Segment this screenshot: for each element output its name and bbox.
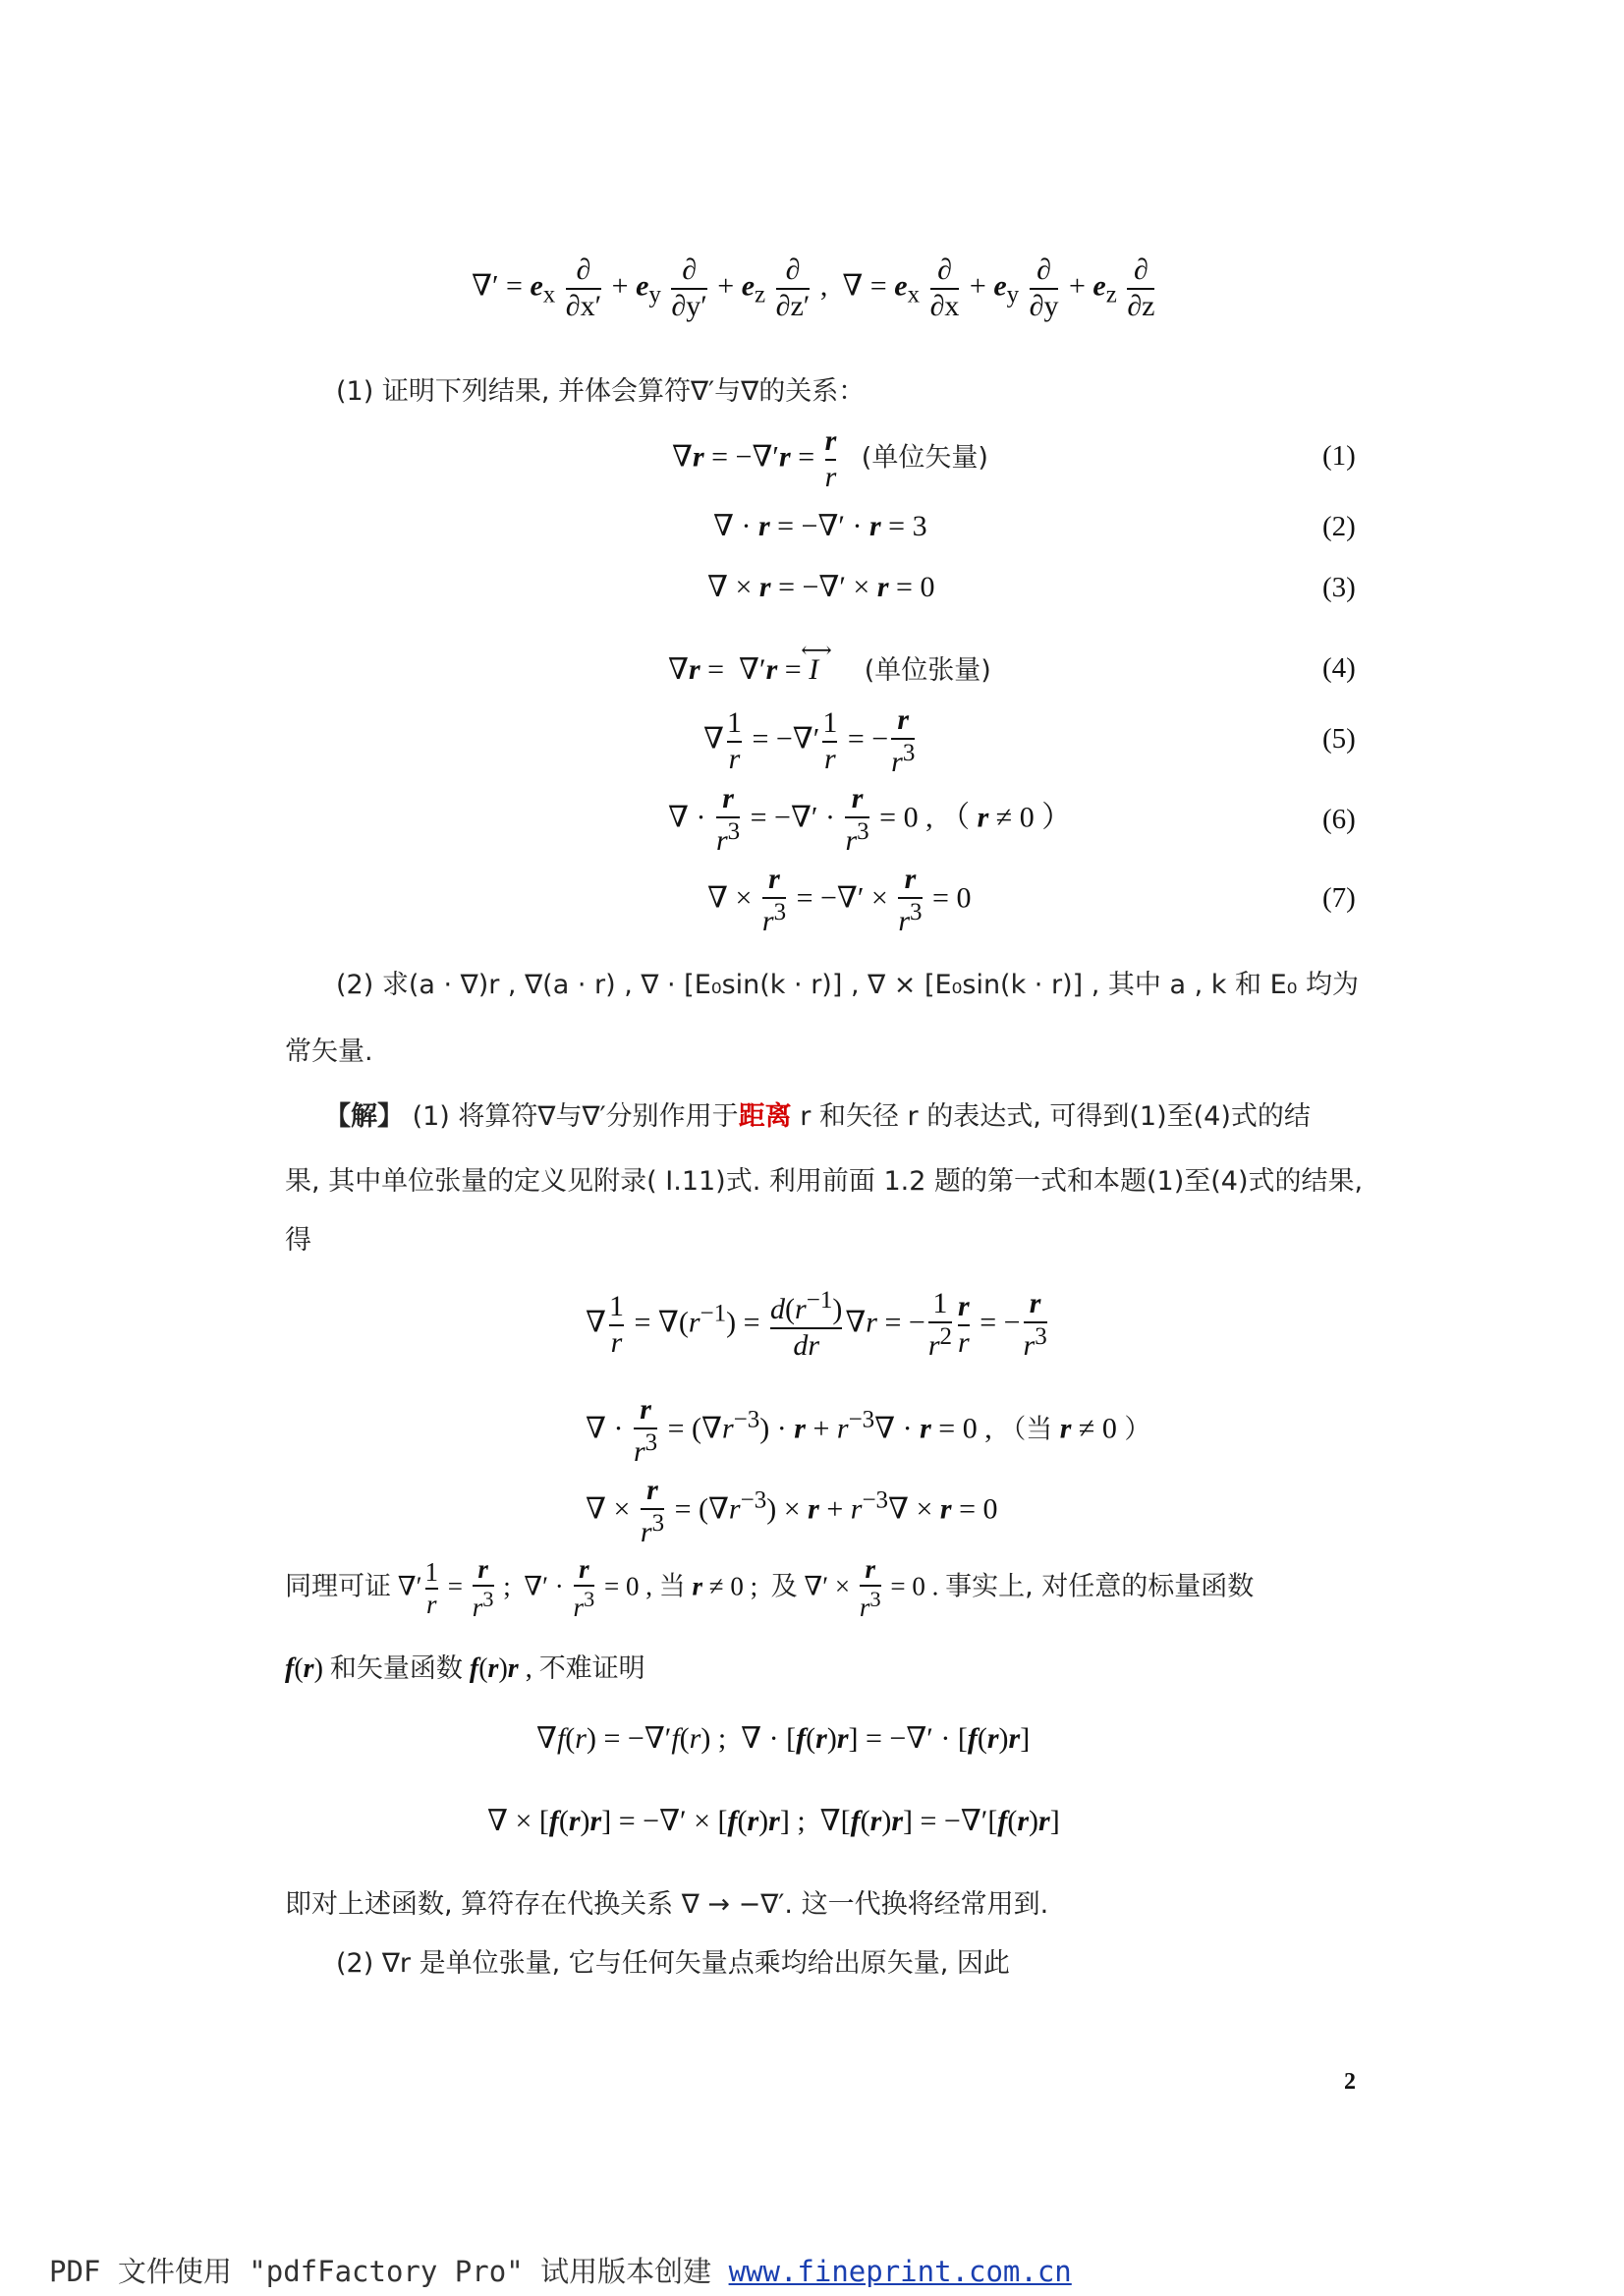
equation-5: ∇ $\frac{1}{r}$ = −∇′ $\frac{1}{r}$ = − $\frac{r}{r^3}$ (703, 703, 916, 778)
solution-line-3: 得 (285, 1225, 311, 1256)
identity-2: ∇ × [f(r)r] = −∇′ × [f(r)r] ; ∇[f(r)r] = −∇′[f(r)r] (487, 1805, 1060, 1837)
equation-number: (7) (1322, 882, 1356, 914)
footer-text: PDF 文件使用 "pdfFactory Pro" 试用版本创建 (49, 2255, 729, 2288)
similarly-line: 同理可证 ∇′ $\frac{1}{r}$ = $\frac{r}{r^3}$ ; ∇′ · $\frac{r}{r^3}$ = 0 , 当 r ≠ 0 ; 及 ∇′ × $\frac{r}{r^3}$ = 0 . 事实上, 对任意的标量函数 (285, 1554, 1255, 1623)
equation-number: (1) (1322, 440, 1356, 472)
derivation-2: ∇ · $\frac{r}{r^3}$ = $(\nabla r^{-3}) \cdot r + r^{-3}\nabla \cdot r = 0$ , （当 r ≠ 0 ） (586, 1393, 1151, 1468)
footer-link[interactable]: www.fineprint.com.cn (728, 2255, 1072, 2288)
equation-4: ∇r = ∇′r = I⟷ (单位张量) (668, 638, 991, 686)
equation-7: ∇ × $\frac{r}{r^3}$ = −∇′ × $\frac{r}{r^3}$ = 0 (707, 863, 972, 937)
equation-3: ∇ × r = −∇′ × r = 0 (707, 571, 935, 603)
function-line: f(r) 和矢量函数 f(r)r , 不难证明 (285, 1653, 645, 1684)
solution-text: (1) 将算符∇与∇′分别作用于 (412, 1101, 739, 1132)
conclusion-line: 即对上述函数, 算符存在代换关系 ∇ → −∇′. 这一代换将经常用到. (285, 1889, 1049, 1920)
solution-line-1 (324, 1094, 1311, 1133)
equation-number: (6) (1322, 804, 1356, 835)
equation-6: ∇ · $\frac{r}{r^3}$ = −∇′ · $\frac{r}{r^3}$ = 0 , （ r ≠ 0 ） (668, 782, 1072, 857)
part2-question: (2) 求(a · ∇)r , ∇(a · r) , ∇ · [E₀sin(k · r)] , ∇ × [E₀sin(k · r)] , 其中 a , k 和 E₀ 均为 (336, 970, 1360, 1000)
equation-2: ∇ · r = −∇′ · r = 3 (713, 510, 927, 542)
page-number: 2 (1344, 2069, 1356, 2095)
part1-intro: (1) 证明下列结果, 并体会算符∇′与∇的关系： (336, 376, 866, 407)
solution-line-2: 果, 其中单位张量的定义见附录( Ⅰ.11)式. 利用前面 1.2 题的第一式和本题(1)至(4)式的结果, (285, 1166, 1364, 1197)
equation-number: (4) (1322, 652, 1356, 684)
equation-1: ∇r = −∇′r = $\frac{r}{r}$ (单位矢量) (672, 424, 988, 493)
solution-bracket: 【解】 (324, 1101, 404, 1132)
part2-question-cont: 常矢量. (285, 1036, 373, 1067)
top-formula: ∇′ = $e_x$ $\frac{\partial}{\partial x'}$ + $e_y$ $\frac{\partial}{\partial y'}$ + $e_z$ $\frac{\partial}{\partial z'}$ , ∇ = $e_x$ $\frac{\partial}{\partial x}$ + $e_y$ $\frac{\partial}{\partial y}$ + $e_z$ $\frac{\partial}{\partial z}$ (472, 253, 1155, 322)
pdf-footer (49, 2250, 1072, 2290)
equation-number: (3) (1322, 572, 1356, 603)
part2-solution-start: (2) ∇r 是单位张量, 它与任何矢量点乘均给出原矢量, 因此 (336, 1948, 1010, 1979)
equation-number: (5) (1322, 723, 1356, 755)
highlighted-term: 距离 (738, 1101, 792, 1132)
derivation-3: ∇ × $\frac{r}{r^3}$ = $(\nabla r^{-3}) \times r + r^{-3}\nabla \times r = 0$ (586, 1474, 998, 1548)
solution-text: r 和矢径 r 的表达式, 可得到(1)至(4)式的结 (791, 1101, 1311, 1132)
identity-1: ∇f(r) = −∇′f(r) ; ∇ · [f(r)r] = −∇′ · [f(r)r] (536, 1722, 1031, 1755)
derivation-1: ∇ $\frac{1}{r}$ = $\nabla(r^{-1})$ = $\frac{d(r^{-1})}{dr}$ ∇r = − $\frac{1}{r^2}$ $\frac{r}{r}$ = − $\frac{r}{r^3}$ (586, 1287, 1047, 1362)
equation-number: (2) (1322, 511, 1356, 542)
